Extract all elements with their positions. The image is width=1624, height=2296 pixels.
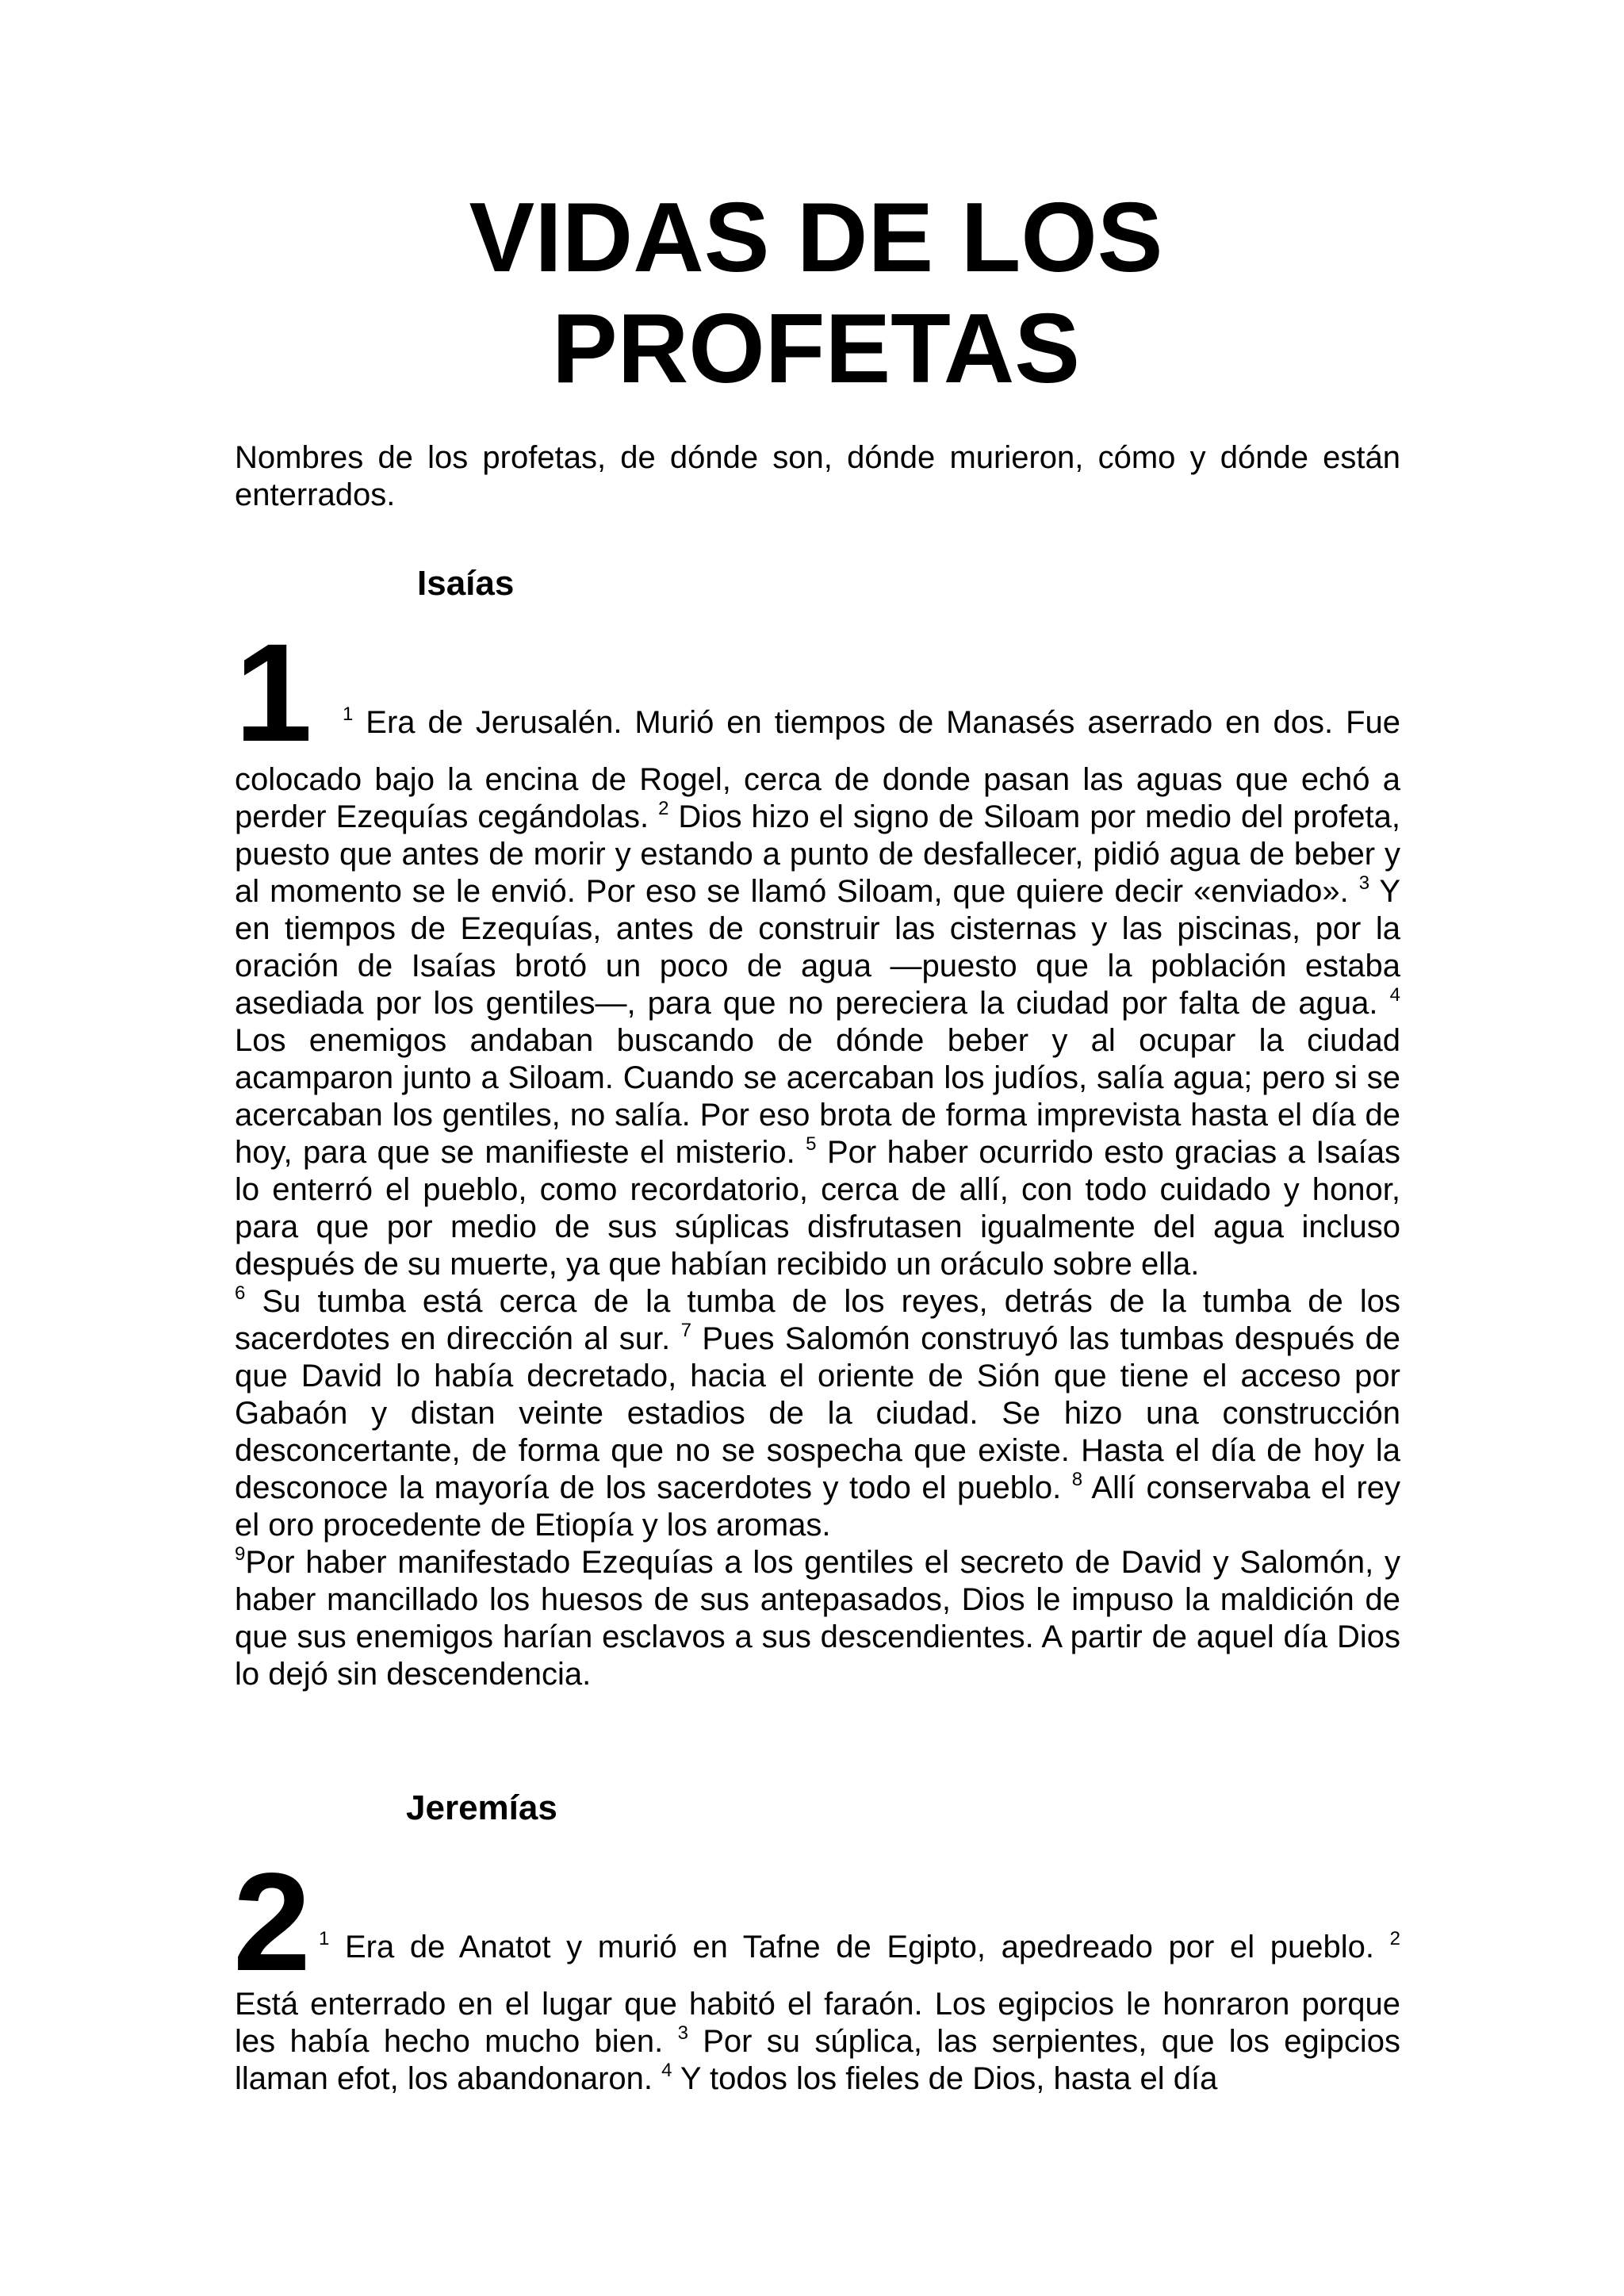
verse-number: 4 (661, 2059, 672, 2081)
section-heading-jeremias: Jeremías (406, 1788, 557, 1827)
verse-number: 4 (1389, 983, 1400, 1006)
verse-number: 2 (658, 797, 669, 819)
verse-number: 5 (806, 1133, 817, 1155)
verse-number: 9 (235, 1543, 246, 1565)
verse-number: 2 (1389, 1927, 1400, 1949)
verse-number: 6 (235, 1282, 246, 1304)
verse-number: 3 (1358, 872, 1370, 894)
verse-number: 1 (319, 1927, 330, 1949)
verse-number: 1 (343, 703, 354, 725)
paragraph (235, 1986, 1400, 2098)
subtitle-text: Nombres de los profetas, de dónde son, dónde murieron, cómo y dónde están enterrados. (235, 440, 1400, 512)
verse-text: Por su súplica, las serpientes, que los egipcios llaman efot, los abandonaron. (235, 2024, 1400, 2096)
document-title-line-2: PROFETAS (552, 294, 1080, 404)
document-subtitle (235, 439, 1400, 514)
chapter-number-2: 2 (233, 1845, 311, 2000)
verse-text: Era de Jerusalén. Murió en tiempos de Manasés aserrado en dos. Fue (366, 705, 1401, 740)
verse-number: 8 (1071, 1468, 1083, 1490)
chapter-2-first-line (319, 1929, 1400, 1966)
verse-text: Dios hizo el signo de Siloam por medio del profeta, puesto que antes de morir y estando a punto de desfallecer, pidió agua de beber y al momento se le envió. Por eso se llamó Siloam, que quiere decir «enviado». (235, 799, 1400, 909)
verse-text: Y todos los fieles de Dios, hasta el día (680, 2061, 1218, 2096)
verse-text: Su tumba está cerca de la tumba de los reyes, detrás de la tumba de los sacerdotes en dirección al sur. (235, 1284, 1400, 1356)
verse-text: Pues Salomón construyó las tumbas después de que David lo había decretado, hacia el oriente de Sión que tiene el acceso por Gabaón y distan veinte estadios de la ciudad. Se hizo una construcción desconcertante, de forma que no se sospecha que existe. Hasta el día de hoy la desconoce la mayoría de los sacerdotes y todo el pueblo. (235, 1321, 1400, 1505)
verse-text: Por haber ocurrido esto gracias a Isaías lo enterró el pueblo, como recordatorio, cerca de allí, con todo cuidado y honor, para que por medio de sus súplicas disfrutasen igualmente del agua incluso después de su muerte, ya que habían recibido un oráculo sobre ella. (235, 1135, 1400, 1282)
verse-text: Era de Anatot y murió en Tafne de Egipto, apedreado por el pueblo. (345, 1930, 1374, 1964)
chapter-number-1: 1 (235, 615, 312, 771)
verse-text: Y en tiempos de Ezequías, antes de construir las cisternas y las piscinas, por la oración de Isaías brotó un poco de agua —puesto que la población estaba asediada por los gentiles—, para que no pereciera la ciudad por falta de agua. (235, 874, 1401, 1021)
verse-text: Está enterrado en el lugar que habitó el faraón. Los egipcios le honraron porque les había hecho mucho bien. (235, 1987, 1400, 2059)
chapter-1-body (235, 761, 1400, 1693)
verse-text: Por haber manifestado Ezequías a los gentiles el secreto de David y Salomón, y haber mancillado los huesos de sus antepasados, Dios le impuso la maldición de que sus enemigos harían esclavos a sus descendientes. A partir de aquel día Dios lo dejó sin descendencia. (235, 1545, 1400, 1692)
chapter-1-first-line (343, 704, 1400, 742)
paragraph (235, 761, 1400, 1283)
section-heading-isaias: Isaías (417, 564, 515, 603)
document-title-line-1: VIDAS DE LOS (469, 183, 1163, 293)
verse-number: 3 (677, 2022, 688, 2044)
verse-text: Allí conservaba el rey el oro procedente de Etiopía y los aromas. (235, 1470, 1401, 1543)
paragraph (235, 1544, 1400, 1693)
chapter-2-body (235, 1986, 1400, 2098)
verse-text: Los enemigos andaban buscando de dónde beber y al ocupar la ciudad acamparon junto a Siloam. Cuando se acercaban los judíos, salía agua; pero si se acercaban los gentiles, no salía. Por eso brota de forma imprevista hasta el día de hoy, para que se manifieste el misterio. (235, 1023, 1400, 1170)
verse-text: colocado bajo la encina de Rogel, cerca de donde pasan las aguas que echó a perder Ezequías cegándolas. (235, 762, 1400, 834)
verse-number: 7 (680, 1319, 691, 1341)
paragraph (235, 1283, 1400, 1544)
